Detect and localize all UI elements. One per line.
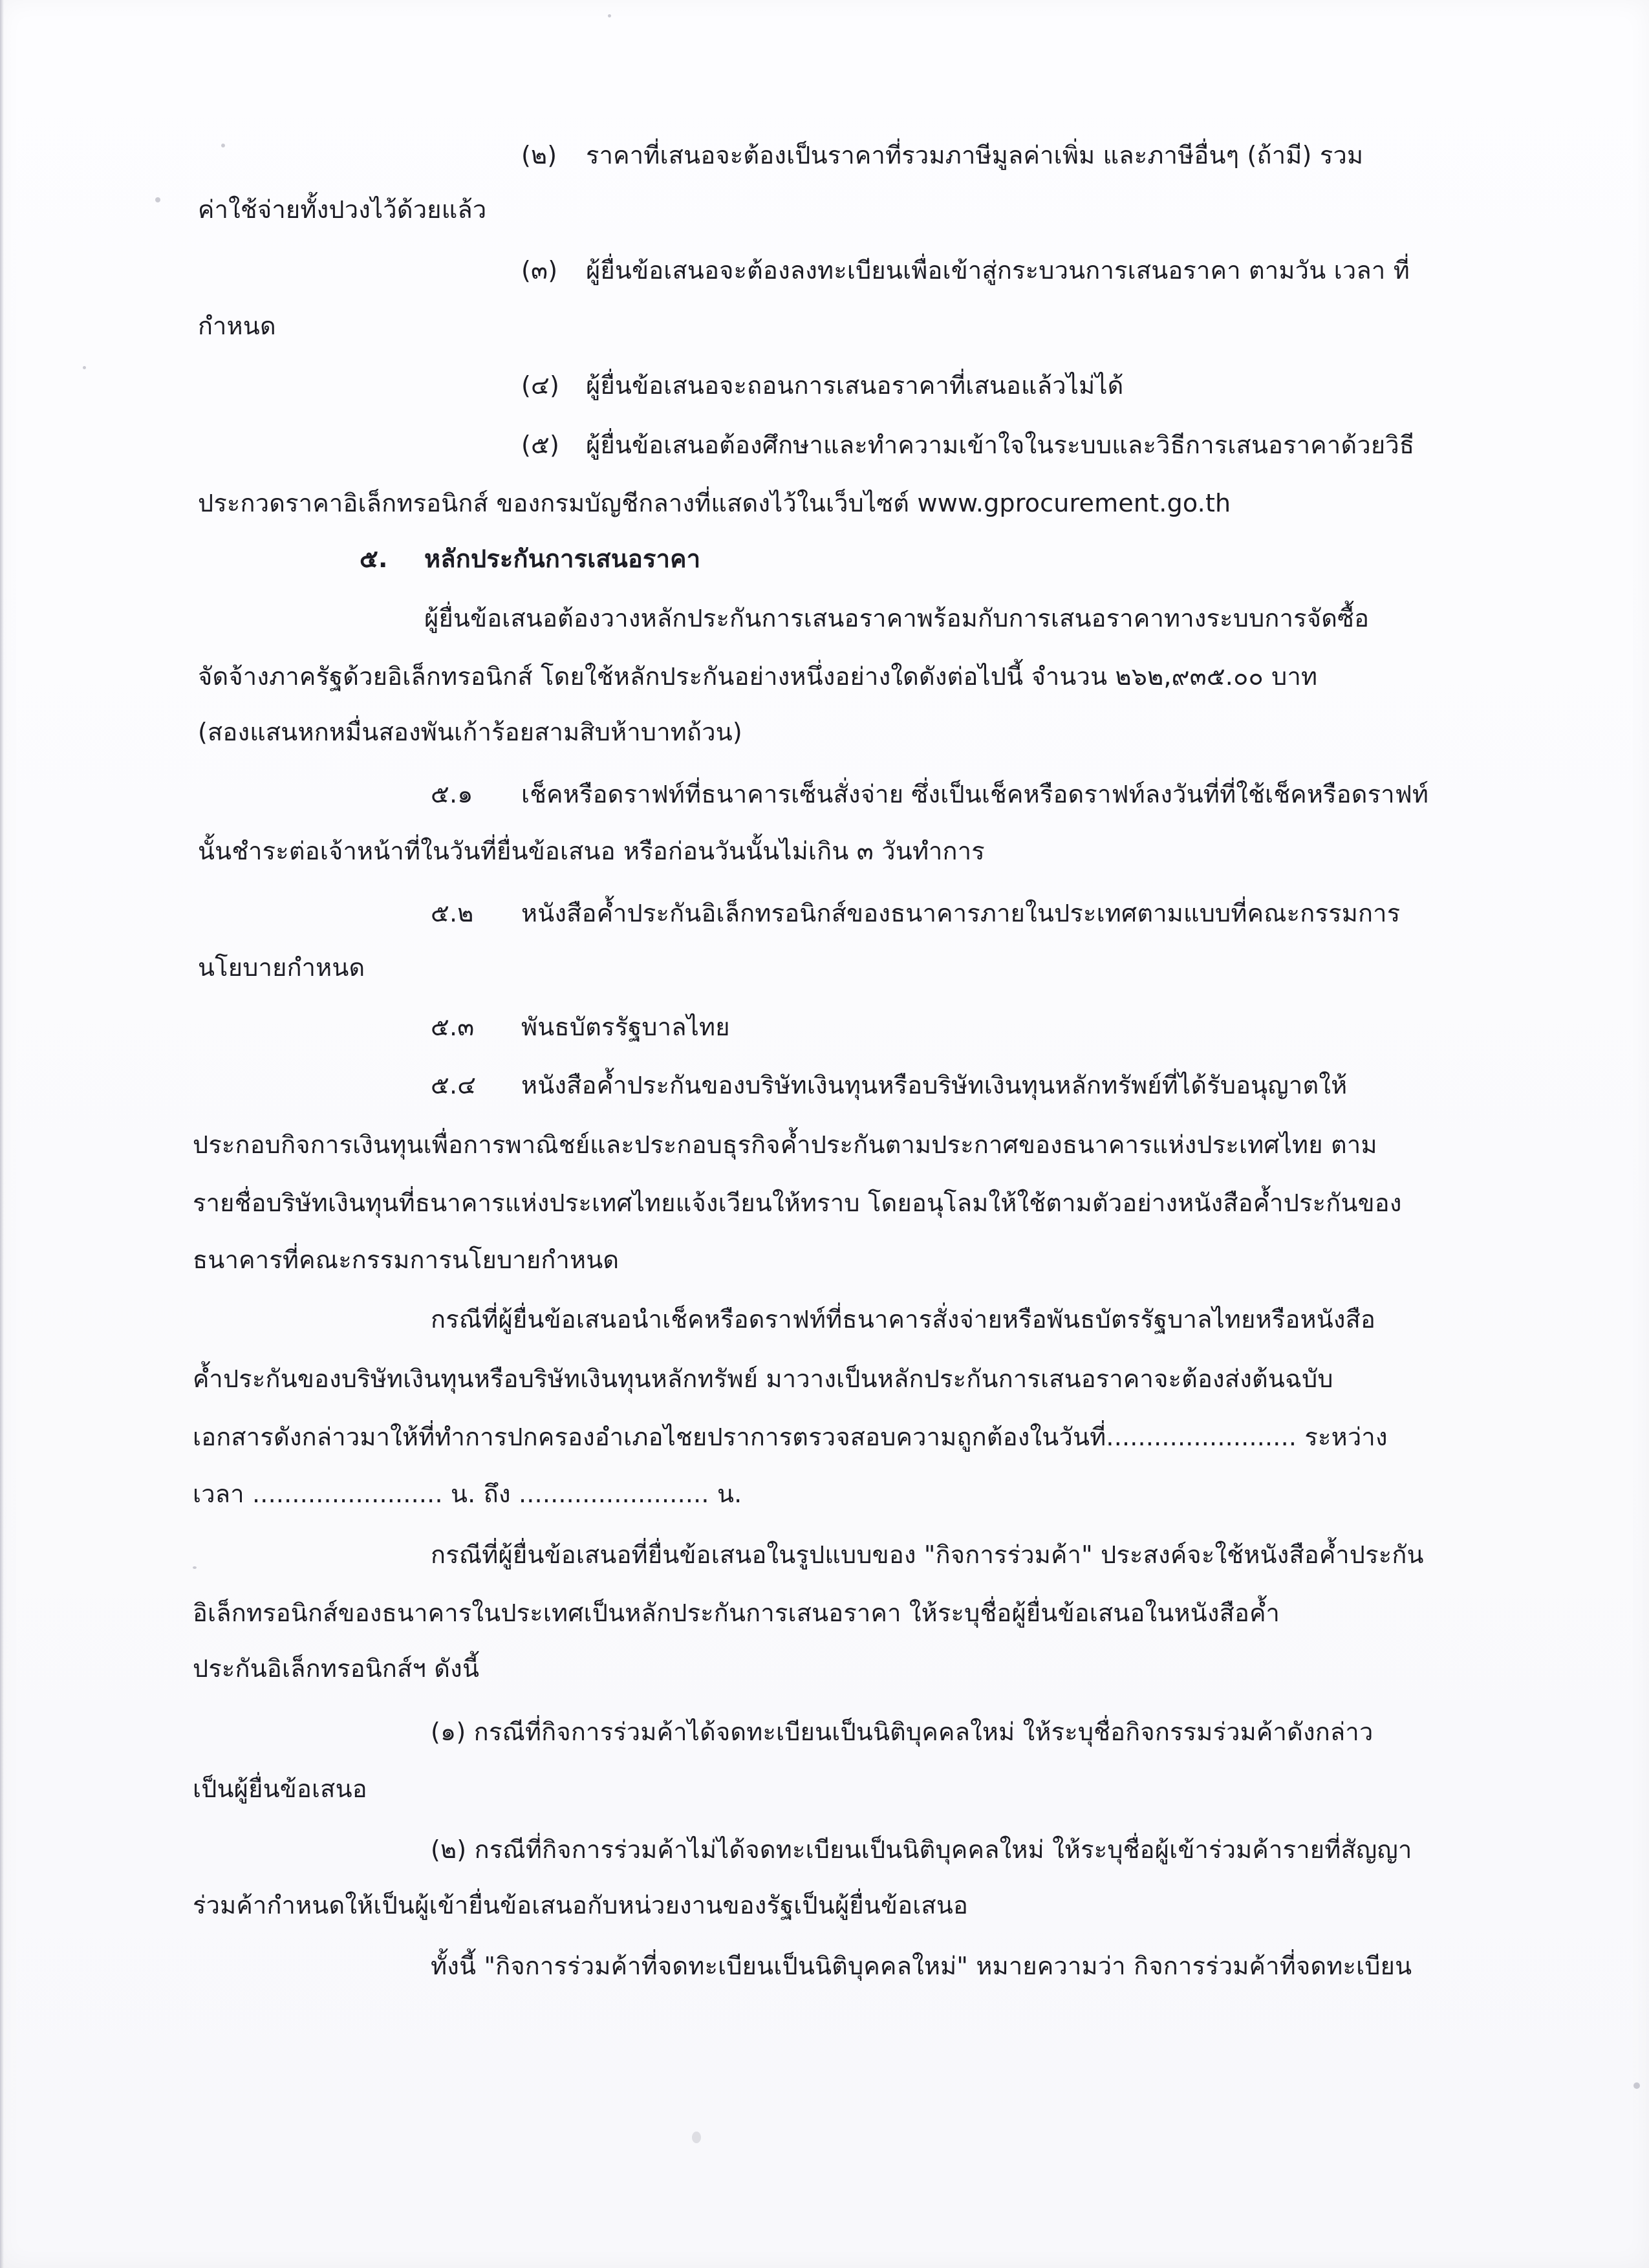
item-5-4-number: ๕.๔ [431, 1071, 477, 1099]
section-5-intro-line-2: จัดจ้างภาครัฐด้วยอิเล็กทรอนิกส์ โดยใช้หลักประกันอย่างหนึ่งอย่างใดดังต่อไปนี้ จำนวน ๒๖๒,๙๓๕.๐๐ บาท [198, 662, 1318, 691]
item-5-number: (๕) [521, 431, 560, 459]
item-5-4-line-3: รายชื่อบริษัทเงินทุนที่ธนาคารแห่งประเทศไทยแจ้งเวียนให้ทราบ โดยอนุโลมให้ใช้ตามตัวอย่างหนังสือค้ำประกันของ [193, 1189, 1402, 1217]
item-5-2-number: ๕.๒ [431, 899, 474, 927]
case-cheque-line-2: ค้ำประกันของบริษัทเงินทุนหรือบริษัทเงินทุนหลักทรัพย์ มาวางเป็นหลักประกันการเสนอราคาจะต้องส่งต้นฉบับ [193, 1365, 1333, 1393]
case-joint-line-3: ประกันอิเล็กทรอนิกส์ฯ ดังนี้ [193, 1654, 480, 1683]
joint-item-1-line-2: เป็นผู้ยื่นข้อเสนอ [193, 1775, 367, 1803]
scan-speck [692, 2132, 701, 2143]
scan-speck [155, 197, 160, 202]
item-2-number: (๒) [521, 141, 557, 169]
item-5-2-line-1 [431, 896, 1400, 930]
item-5-1-text: เช็คหรือดราฟท์ที่ธนาคารเซ็นสั่งจ่าย ซึ่งเป็นเช็คหรือดราฟท์ลงวันที่ที่ใช้เช็คหรือดราฟท์ [521, 780, 1429, 808]
item-3-line-1 [521, 254, 1410, 287]
item-5-1-line-2: นั้นชำระต่อเจ้าหน้าที่ในวันที่ยื่นข้อเสนอ หรือก่อนวันนั้นไม่เกิน ๓ วันทำการ [198, 837, 985, 865]
case-joint-line-1: กรณีที่ผู้ยื่นข้อเสนอที่ยื่นข้อเสนอในรูปแบบของ "กิจการร่วมค้า" ประสงค์จะใช้หนังสือค้ำประกัน [431, 1540, 1424, 1569]
item-4-line-1 [521, 369, 1124, 402]
item-5-line-1 [521, 428, 1414, 462]
item-2-line-1 [521, 138, 1363, 172]
scan-speck [221, 144, 225, 147]
item-5-text: ผู้ยื่นข้อเสนอต้องศึกษาและทำความเข้าใจในระบบและวิธีการเสนอราคาด้วยวิธี [586, 431, 1415, 459]
item-3-line-2: กำหนด [198, 312, 276, 340]
closing-line-1: ทั้งนี้ "กิจการร่วมค้าที่จดทะเบียนเป็นนิติบุคคลใหม่" หมายความว่า กิจการร่วมค้าที่จดทะเบียน [431, 1952, 1412, 1980]
item-5-4-text: หนังสือค้ำประกันของบริษัทเงินทุนหรือบริษัทเงินทุนหลักทรัพย์ที่ได้รับอนุญาตให้ [521, 1071, 1348, 1099]
item-5-1-line-1 [431, 777, 1428, 811]
section-5-number: ๕. [360, 545, 388, 573]
item-5-4-line-4: ธนาคารที่คณะกรรมการนโยบายกำหนด [193, 1246, 620, 1274]
item-4-number: (๔) [521, 371, 560, 400]
item-5-2-text: หนังสือค้ำประกันอิเล็กทรอนิกส์ของธนาคารภายในประเทศตามแบบที่คณะกรรมการ [521, 899, 1401, 927]
item-5-3-text: พันธบัตรรัฐบาลไทย [521, 1013, 730, 1041]
item-3-text: ผู้ยื่นข้อเสนอจะต้องลงทะเบียนเพื่อเข้าสู่กระบวนการเสนอราคา ตามวัน เวลา ที่ [586, 256, 1410, 285]
item-5-4-line-1 [431, 1068, 1347, 1102]
scan-speck [1633, 2082, 1640, 2089]
scan-speck [193, 1566, 197, 1569]
item-3-number: (๓) [521, 256, 558, 285]
case-cheque-line-3: เอกสารดังกล่าวมาให้ที่ทำการปกครองอำเภอไชยปราการตรวจสอบความถูกต้องในวันที่........................ ระหว่าง [193, 1423, 1388, 1451]
scan-speck [83, 366, 86, 369]
item-2-line-2: ค่าใช้จ่ายทั้งปวงไว้ด้วยแล้ว [198, 195, 487, 224]
case-cheque-line-4: เวลา ........................ น. ถึง ........................ น. [193, 1480, 742, 1508]
item-5-3-line-1 [431, 1010, 730, 1044]
section-5-title: หลักประกันการเสนอราคา [424, 545, 701, 573]
case-joint-line-2: อิเล็กทรอนิกส์ของธนาคารในประเทศเป็นหลักประกันการเสนอราคา ให้ระบุชื่อผู้ยื่นข้อเสนอในหนังสือค้ำ [193, 1599, 1280, 1627]
item-5-4-line-2: ประกอบกิจการเงินทุนเพื่อการพาณิชย์และประกอบธุรกิจค้ำประกันตามประกาศของธนาคารแห่งประเทศไทย ตาม [193, 1130, 1377, 1159]
item-2-text: ราคาที่เสนอจะต้องเป็นราคาที่รวมภาษีมูลค่าเพิ่ม และภาษีอื่นๆ (ถ้ามี) รวม [586, 141, 1364, 169]
item-4-text: ผู้ยื่นข้อเสนอจะถอนการเสนอราคาที่เสนอแล้วไม่ได้ [586, 371, 1124, 400]
item-5-line-2: ประกวดราคาอิเล็กทรอนิกส์ ของกรมบัญชีกลางที่แสดงไว้ในเว็บไซต์ www.gprocurement.go.th [198, 489, 1231, 517]
item-5-2-line-2: นโยบายกำหนด [198, 953, 365, 982]
joint-item-1-line-1: (๑) กรณีที่กิจการร่วมค้าได้จดทะเบียนเป็นนิติบุคคลใหม่ ให้ระบุชื่อกิจกรรมร่วมค้าดังกล่าว [431, 1718, 1374, 1746]
item-5-3-number: ๕.๓ [431, 1013, 475, 1041]
joint-item-2-line-1: (๒) กรณีที่กิจการร่วมค้าไม่ได้จดทะเบียนเป็นนิติบุคคลใหม่ ให้ระบุชื่อผู้เข้าร่วมค้ารายที่สัญญา [431, 1835, 1412, 1864]
joint-item-2-line-2: ร่วมค้ากำหนดให้เป็นผู้เข้ายื่นข้อเสนอกับหน่วยงานของรัฐเป็นผู้ยื่นข้อเสนอ [193, 1891, 969, 1919]
case-cheque-line-1: กรณีที่ผู้ยื่นข้อเสนอนำเช็คหรือดราฟท์ที่ธนาคารสั่งจ่ายหรือพันธบัตรรัฐบาลไทยหรือหนังสือ [431, 1305, 1376, 1334]
item-5-1-number: ๕.๑ [431, 780, 473, 808]
section-5-heading [360, 542, 700, 576]
section-5-intro-line-1: ผู้ยื่นข้อเสนอต้องวางหลักประกันการเสนอราคาพร้อมกับการเสนอราคาทางระบบการจัดซื้อ [424, 604, 1370, 632]
section-5-intro-line-3: (สองแสนหกหมื่นสองพันเก้าร้อยสามสิบห้าบาทถ้วน) [198, 718, 742, 746]
scan-speck [608, 14, 611, 17]
